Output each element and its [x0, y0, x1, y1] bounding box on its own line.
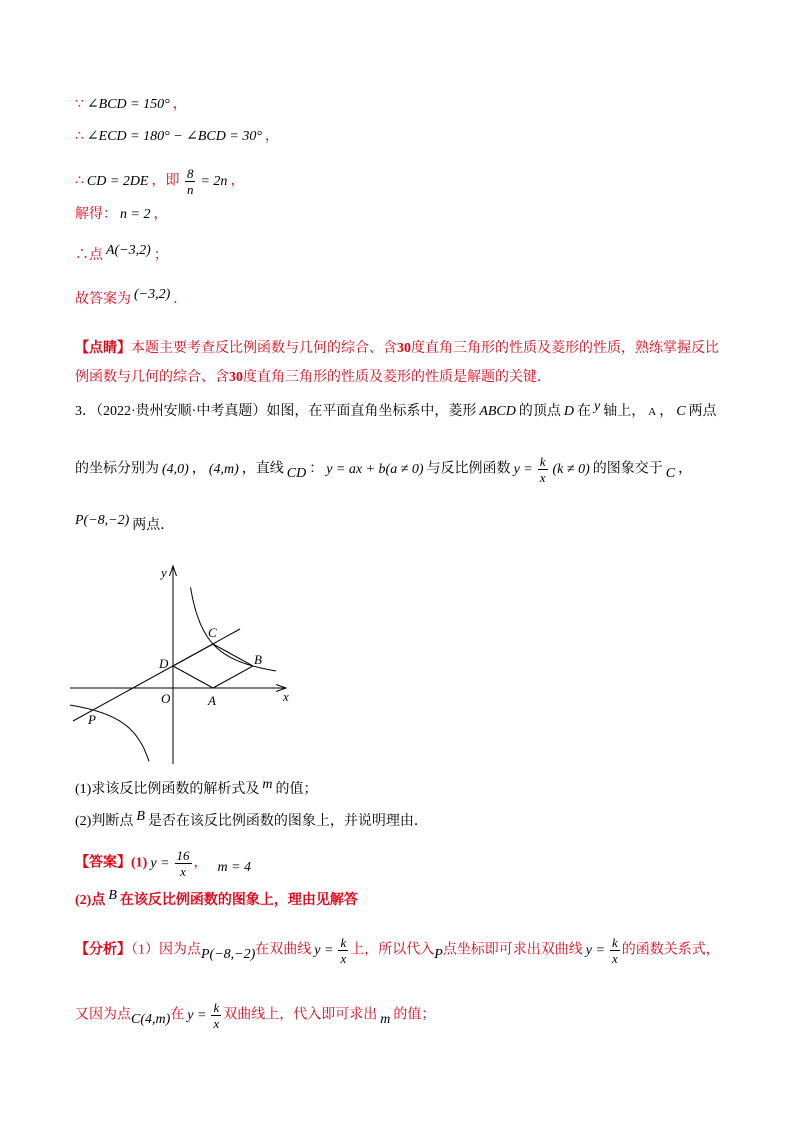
function-lhs: y =: [585, 942, 605, 958]
function-lhs: y =: [314, 942, 334, 958]
fraction-numerator: k: [611, 935, 618, 950]
subquestion-text: (2)判断点: [75, 814, 134, 829]
point-c: C: [665, 465, 676, 481]
subquestion-2: [75, 809, 428, 832]
k-condition: (k ≠ 0): [552, 461, 590, 477]
dianjing-text: 度直角三角形的性质及菱形的性质是解题的关键．: [243, 370, 551, 385]
rhombus-name: ABCD: [479, 404, 516, 419]
question-text: ，: [191, 461, 206, 477]
function-lhs: y =: [187, 1007, 207, 1023]
dianjing-text: 度直角三角形的性质及菱形的性质，熟练掌握反比: [411, 341, 719, 356]
fraction: [538, 454, 548, 485]
analysis-line-1: [75, 935, 720, 966]
math-expression: A(−3,2): [106, 243, 151, 258]
text-ji: 即: [165, 173, 180, 189]
label-p: P: [88, 712, 96, 727]
subquestion-text: 是否在该反比例函数的图象上，并说明理由．: [147, 814, 428, 829]
question-number: 3．: [75, 404, 96, 419]
because-symbol: ∵: [75, 97, 84, 112]
label-b: B: [254, 652, 262, 667]
question-line-1: [75, 399, 717, 422]
fraction-denominator: x: [340, 951, 347, 966]
point-label: ∴点: [75, 248, 103, 263]
label-y: y: [161, 565, 167, 580]
answer-part-label: (1): [131, 855, 148, 871]
fraction-numerator: 8: [186, 166, 194, 181]
solution-line-1: [75, 95, 187, 115]
fraction: [185, 166, 196, 197]
math-expression: n = 2: [120, 207, 151, 222]
fraction: [175, 848, 192, 879]
question-text: 与反比例函数: [426, 461, 511, 477]
point-b: B: [108, 888, 117, 903]
question-text: 在: [577, 404, 592, 419]
question-text: 轴上，: [603, 404, 646, 419]
subquestion-1: [75, 777, 318, 800]
question-text: 两点: [688, 404, 717, 419]
analysis-tag: 【分析】: [75, 942, 131, 958]
label-a: A: [208, 693, 216, 708]
subquestion-text: (1)求该反比例函数的解析式及: [75, 782, 260, 797]
question-text: 的图象交于: [592, 461, 663, 477]
analysis-text: 又因为点: [75, 1007, 131, 1023]
answer-text: (2)点: [75, 893, 106, 908]
function-lhs: y =: [513, 461, 533, 477]
label-d: D: [159, 656, 169, 671]
solution-line-4: [75, 205, 167, 225]
question-text: 如图，在平面直角坐标系中，菱形: [266, 404, 477, 419]
question-text: 的坐标分别为: [75, 461, 159, 477]
coordinate-figure: [60, 555, 300, 770]
point-b: B: [136, 809, 145, 824]
dianjing-number: 30: [229, 370, 243, 385]
variable-m: m: [380, 1011, 391, 1027]
hyperbola-lower-branch: [70, 705, 149, 761]
punctuation: ，: [264, 129, 279, 144]
dianjing-text: 本题主要考查反比例函数与几何的综合、含: [131, 341, 397, 356]
question-text: ，: [678, 461, 693, 477]
dianjing-tag: 【点睛】: [75, 341, 131, 356]
solution-line-3: [75, 166, 244, 197]
analysis-line-2: [75, 1000, 435, 1031]
answer-tag: 【答案】: [75, 855, 131, 871]
answer-label: 故答案为: [75, 292, 131, 307]
punctuation: ，: [153, 207, 168, 222]
label-x: x: [283, 689, 289, 704]
fraction-denominator: x: [611, 951, 618, 966]
question-text: 两点．: [132, 518, 175, 533]
analysis-text: 的值；: [393, 1007, 436, 1023]
solution-line-6: [75, 287, 188, 310]
analysis-text: 在双曲线: [255, 942, 312, 958]
solve-label: 解得：: [75, 207, 117, 222]
punctuation: ，: [230, 173, 245, 189]
punctuation: ；: [153, 248, 168, 263]
line-equation: y = ax + b(a ≠ 0): [326, 461, 424, 477]
analysis-text: 点坐标即可求出双曲线: [442, 942, 583, 958]
point-p: P: [434, 946, 443, 962]
answer-line-1: [75, 848, 254, 879]
analysis-text: （1）因为点: [131, 942, 201, 958]
question-text: ：: [309, 461, 324, 477]
math-expression: ∠BCD = 150°: [86, 97, 170, 112]
fraction: [211, 1000, 221, 1031]
point-a: A: [648, 406, 657, 418]
analysis-text: 上，所以代入: [350, 942, 435, 958]
m-value: m = 4: [217, 859, 252, 875]
math-expression: (−3,2): [134, 287, 171, 302]
punctuation: ，: [193, 855, 208, 871]
function-lhs: y =: [150, 855, 170, 871]
point-c: C(4,m): [131, 1011, 171, 1027]
fraction: [610, 935, 620, 966]
variable-m: m: [262, 777, 273, 792]
fraction-denominator: x: [213, 1016, 220, 1031]
axis-y: y: [594, 399, 601, 414]
solution-line-2: [75, 127, 279, 147]
question-line-3: [75, 513, 175, 536]
analysis-text: 的函数关系式，: [621, 942, 720, 958]
math-expression: CD = 2DE: [86, 173, 149, 189]
answer-line-2: [75, 888, 358, 911]
solution-line-5: [75, 243, 168, 266]
punctuation: ，: [151, 173, 166, 189]
label-c: C: [208, 625, 217, 640]
math-expression: ∠ECD = 180° − ∠BCD = 30°: [86, 129, 262, 144]
question-line-2: [75, 454, 692, 485]
line-cd: CD: [286, 465, 307, 481]
dianjing-line-1: [75, 339, 719, 359]
fraction-numerator: k: [539, 454, 546, 469]
dianjing-text: 例函数与几何的综合、含: [75, 370, 229, 385]
fraction-denominator: n: [186, 182, 194, 197]
analysis-text: 双曲线上，代入即可求出: [223, 1007, 378, 1023]
punctuation: ．: [173, 292, 188, 307]
fraction-numerator: 16: [176, 848, 190, 863]
hyperbola-upper-branch: [191, 587, 277, 671]
question-text: 的顶点: [518, 404, 561, 419]
coord-c: (4,m): [208, 461, 239, 477]
point-c: C: [676, 404, 686, 419]
point-p: P(−8,−2): [75, 513, 130, 528]
therefore-symbol: ∴: [75, 129, 84, 144]
fraction-numerator: k: [340, 935, 347, 950]
label-o: O: [161, 691, 171, 706]
point-p: P(−8,−2): [201, 946, 256, 962]
therefore-symbol: ∴: [75, 173, 84, 189]
dianjing-line-2: [75, 368, 551, 388]
fraction-numerator: k: [213, 1000, 220, 1015]
vertex-d: D: [563, 404, 575, 419]
fraction-denominator: x: [180, 864, 186, 879]
math-expression: = 2n: [200, 173, 228, 189]
coord-a: (4,0): [162, 461, 189, 477]
answer-text: 在该反比例函数的图象上，理由见解答: [119, 893, 358, 908]
subquestion-text: 的值；: [275, 782, 318, 797]
question-text: ，直线: [241, 461, 284, 477]
question-text: ，: [659, 404, 674, 419]
fraction: [338, 935, 348, 966]
question-source: （2022·贵州安顺·中考真题）: [96, 404, 267, 419]
fraction-denominator: x: [539, 470, 546, 485]
rhombus-abcd: [173, 644, 253, 688]
dianjing-number: 30: [397, 341, 411, 356]
punctuation: ，: [172, 97, 187, 112]
analysis-text: 在: [170, 1007, 185, 1023]
